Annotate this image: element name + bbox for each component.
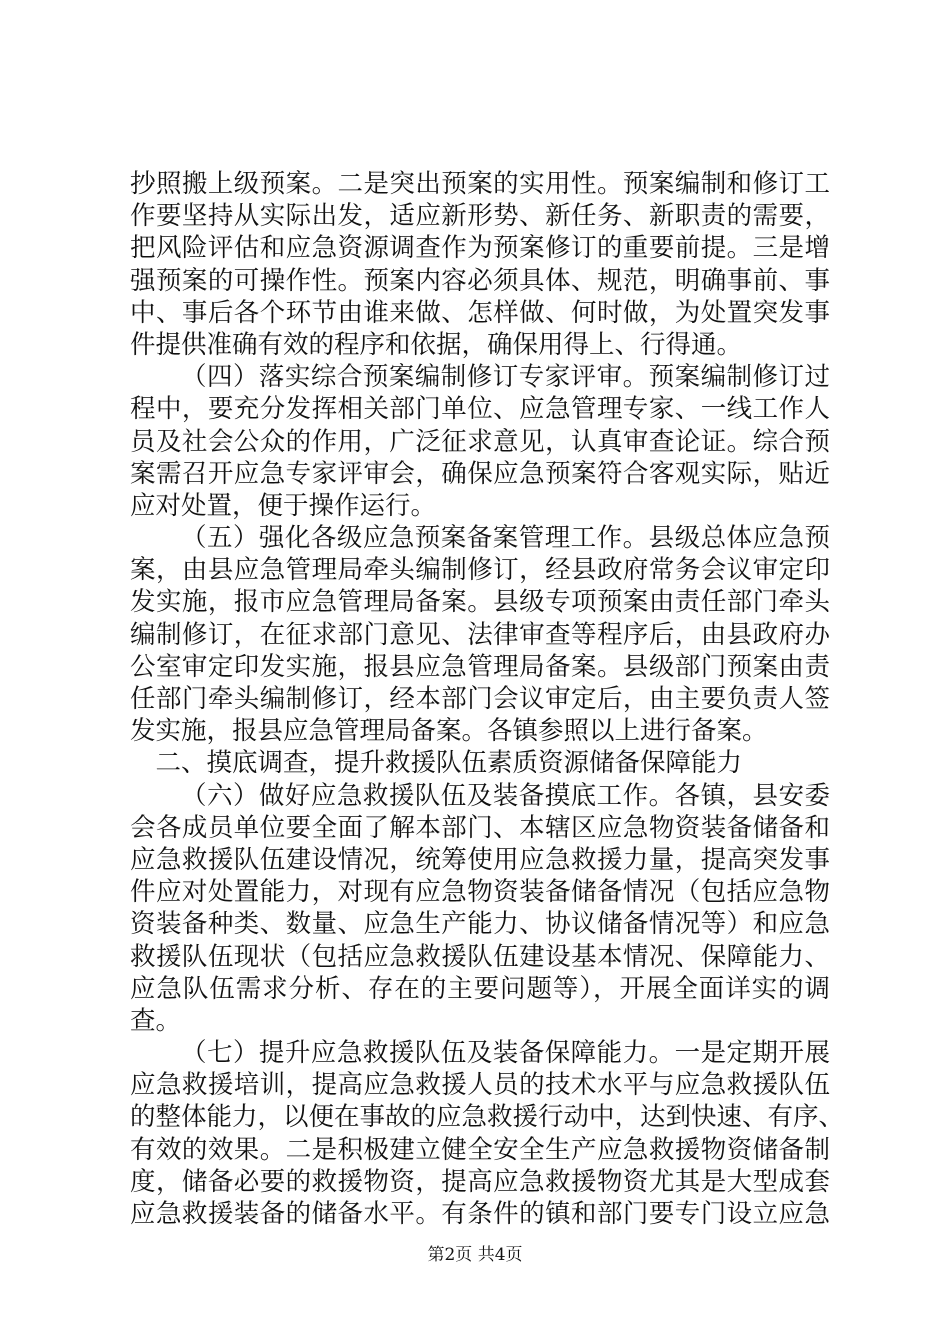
text-line: 件应对处置能力，对现有应急物资装备储备情况（包括应急物 [130,877,830,908]
text-line: 应急救援装备的储备水平。有条件的镇和部门要专门设立应急 [130,1199,830,1229]
text-line: 编制修订，在征求部门意见、法律审查等程序后，由县政府办 [130,619,830,650]
text-line: 强预案的可操作性。预案内容必须具体、规范，明确事前、事 [130,265,830,296]
page-footer: 第2页 共4页 [427,1245,523,1265]
text-line: 案需召开应急专家评审会，确保应急预案符合客观实际，贴近 [130,458,830,489]
text-line: 案，由县应急管理局牵头编制修订，经县政府常务会议审定印 [130,555,830,586]
text-line: （五）强化各级应急预案备案管理工作。县级总体应急预 [181,523,830,554]
text-line: 件提供准确有效的程序和依据，确保用得上、行得通。 [130,329,743,360]
text-line: 的整体能力，以便在事故的应急救援行动中，达到快速、有序、 [130,1102,845,1133]
text-line: 应急救援培训，提高应急救援人员的技术水平与应急救援队伍 [130,1070,830,1101]
text-line: 二、摸底调查，提升救援队伍素质资源储备保障能力 [155,748,743,779]
text-line: （四）落实综合预案编制修订专家评审。预案编制修订过 [181,362,830,393]
text-line: （七）提升应急救援队伍及装备保障能力。一是定期开展 [181,1038,830,1069]
text-line: 救援队伍现状（包括应急救援队伍建设基本情况、保障能力、 [130,941,830,972]
text-line: 应急救援队伍建设情况，统筹使用应急救援力量，提高突发事 [130,844,830,875]
text-line: （六）做好应急救援队伍及装备摸底工作。各镇，县安委 [181,780,830,811]
text-line: 发实施，报市应急管理局备案。县级专项预案由责任部门牵头 [130,587,830,618]
text-line: 公室审定印发实施，报县应急管理局备案。县级部门预案由责 [130,651,830,682]
text-line: 把风险评估和应急资源调查作为预案修订的重要前提。三是增 [130,233,830,264]
document-body [130,168,845,1230]
text-line: 作要坚持从实际出发，适应新形势、新任务、新职责的需要， [130,201,830,232]
text-line: 中、事后各个环节由谁来做、怎样做、何时做，为处置突发事 [130,297,830,328]
text-line: 发实施，报县应急管理局备案。各镇参照以上进行备案。 [130,716,768,747]
text-line: 应对处置，便于操作运行。 [130,490,437,521]
text-line: 抄照搬上级预案。二是突出预案的实用性。预案编制和修订工 [130,169,830,199]
text-line: 任部门牵头编制修订，经本部门会议审定后，由主要负责人签 [130,684,830,714]
text-line: 员及社会公众的作用，广泛征求意见，认真审查论证。综合预 [130,426,830,457]
text-line: 度，储备必要的救援物资，提高应急救援物资尤其是大型成套 [130,1166,830,1197]
text-line: 有效的效果。二是积极建立健全安全生产应急救援物资储备制 [130,1134,830,1165]
text-line: 应急队伍需求分析、存在的主要问题等），开展全面详实的调 [130,973,830,1004]
text-line: 会各成员单位要全面了解本部门、本辖区应急物资装备储备和 [130,812,830,843]
text-line: 程中，要充分发挥相关部门单位、应急管理专家、一线工作人 [130,394,830,425]
text-line: 资装备种类、数量、应急生产能力、协议储备情况等）和应急 [130,909,830,940]
text-line: 查。 [130,1005,182,1036]
